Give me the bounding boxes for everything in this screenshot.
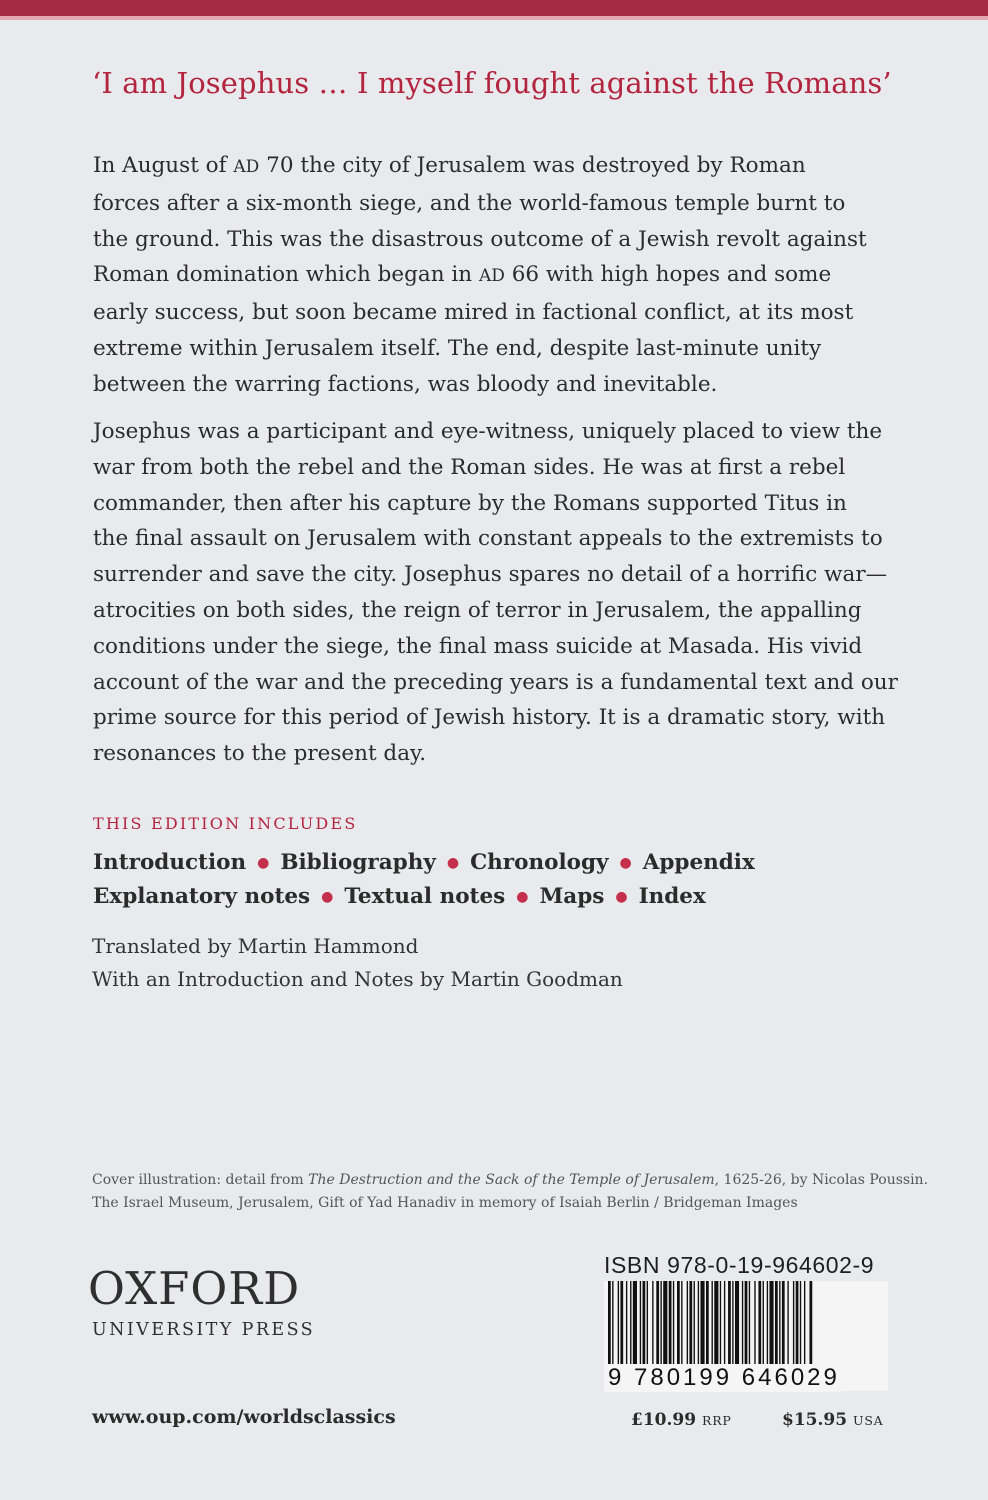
barcode-bar — [677, 1281, 680, 1365]
barcode-bar — [779, 1281, 780, 1365]
bullet-dot-icon: ● — [615, 889, 628, 905]
bullet-dot-icon: ● — [516, 889, 529, 905]
edition-item: Index — [638, 884, 706, 909]
price-usd-value: $15.95 — [782, 1410, 848, 1430]
cover-credit-prefix: Cover illustration: detail from — [92, 1172, 309, 1188]
barcode-bar — [663, 1281, 667, 1365]
paragraph-1-line: extreme within Jerusalem itself. The end, despite last-minute unity — [93, 335, 822, 361]
paragraph-2-line: commander, then after his capture by the Romans supported Titus in — [93, 490, 847, 516]
barcode-bar — [782, 1281, 785, 1365]
barcode-bar — [694, 1281, 695, 1365]
publisher-logo-oxford: OXFORD — [88, 1262, 301, 1315]
paragraph-2-line: atrocities on both sides, the reign of terror in Jerusalem, the appalling — [93, 597, 862, 623]
paragraph-2-line: conditions under the siege, the final mass suicide at Masada. His vivid — [93, 633, 863, 659]
headline-quote: ‘I am Josephus … I myself fought against the Romans’ — [92, 66, 892, 100]
small-caps-era: AD — [478, 266, 505, 287]
bullet-dot-icon: ● — [619, 855, 632, 871]
paragraph-2-line: Josephus was a participant and eye-witness, uniquely placed to view the — [93, 419, 883, 444]
paragraph-2-line: the final assault on Jerusalem with constant appeals to the extremists to — [93, 526, 883, 552]
barcode-bar — [796, 1281, 799, 1365]
barcode-bar — [724, 1281, 725, 1365]
barcode-bar — [775, 1281, 778, 1365]
edition-item: Textual notes — [344, 884, 506, 909]
edition-item: Appendix — [642, 850, 755, 875]
price-gbp — [631, 1410, 732, 1430]
paragraph-2-line: surrender and save the city. Josephus spares no detail of a horrific war— — [93, 562, 888, 588]
barcode-bar — [714, 1281, 718, 1365]
isbn-text: ISBN 978-0-19-964602-9 — [604, 1252, 875, 1278]
barcode-bar — [626, 1281, 627, 1365]
barcode-bar — [769, 1281, 773, 1365]
introduction-credit: With an Introduction and Notes by Martin Goodman — [92, 967, 623, 991]
paragraph-1-line: early success, but soon became mired in factional conflict, at its most — [93, 300, 854, 326]
barcode-bar — [660, 1281, 661, 1365]
top-color-band — [0, 0, 988, 20]
barcode-bar — [612, 1281, 613, 1365]
barcode-bar — [767, 1281, 768, 1365]
small-caps-era: AD — [233, 157, 260, 177]
edition-item: Explanatory notes — [93, 884, 311, 909]
barcode-bar — [681, 1281, 682, 1365]
barcode-bar — [687, 1281, 688, 1365]
description-paragraph-1 — [93, 148, 903, 403]
edition-includes-label: THIS EDITION INCLUDES — [93, 814, 358, 833]
edition-item: Chronology — [470, 850, 609, 875]
barcode-digits: 9 780199 646029 — [608, 1364, 840, 1391]
publisher-url: www.oup.com/worldsclassics — [92, 1406, 396, 1428]
barcode-bar — [732, 1281, 733, 1365]
barcode-bar — [745, 1281, 748, 1365]
barcode-bar — [673, 1281, 674, 1365]
cover-illustration-credit-line-2: The Israel Museum, Jerusalem, Gift of Yad Hanadiv in memory of Isaiah Berlin / Bridgeman Images — [92, 1195, 798, 1211]
bullet-dot-icon: ● — [321, 889, 334, 905]
paragraph-1-line: the ground. This was the disastrous outcome of a Jewish revolt against — [93, 226, 867, 252]
barcode-bar — [754, 1281, 755, 1365]
edition-item: Bibliography — [280, 850, 436, 875]
paragraph-2-line: resonances to the present day. — [93, 741, 427, 767]
barcode-bar — [640, 1281, 641, 1365]
bullet-dot-icon: ● — [446, 855, 460, 871]
barcode-bar — [793, 1281, 794, 1365]
edition-includes-row-1 — [93, 850, 755, 875]
paragraph-1-line: forces after a six-month siege, and the world-famous temple burnt to — [93, 190, 846, 216]
artwork-title: The Destruction and the Sack of the Temple of Jerusalem — [308, 1172, 715, 1188]
barcode-bar — [749, 1281, 750, 1365]
barcode-bar — [700, 1281, 704, 1365]
price-gbp-value: £10.99 — [631, 1410, 697, 1430]
price-usd — [782, 1410, 884, 1430]
barcode-bar — [800, 1281, 801, 1365]
paragraph-1-line: In August of AD 70 the city of Jerusalem was destroyed by Roman — [93, 153, 806, 178]
paragraph-1-line: between the warring factions, was bloody and inevitable. — [93, 371, 718, 397]
cover-illustration-credit — [92, 1172, 928, 1188]
barcode-bar — [763, 1281, 764, 1365]
barcode-bar — [643, 1281, 646, 1365]
barcode-bar — [698, 1281, 699, 1365]
barcode-bar — [669, 1281, 672, 1365]
barcode-bar — [728, 1281, 731, 1365]
price-usd-unit: USA — [852, 1413, 884, 1428]
barcode-bar — [689, 1281, 692, 1365]
bullet-dot-icon: ● — [257, 855, 270, 871]
edition-item: Maps — [539, 884, 605, 909]
translator-credit: Translated by Martin Hammond — [92, 934, 419, 958]
paragraph-1-line: Roman domination which began in AD 66 with high hopes and some — [93, 262, 832, 288]
barcode-bar — [647, 1281, 648, 1365]
publisher-logo-subtitle: UNIVERSITY PRESS — [92, 1320, 316, 1340]
description-paragraph-2 — [93, 414, 903, 772]
paragraph-2-line: war from both the rebel and the Roman sides. He was at first a rebel — [93, 454, 846, 480]
barcode-bar — [630, 1281, 631, 1365]
edition-includes-row-2 — [93, 884, 706, 909]
barcode-bar — [656, 1281, 659, 1365]
barcode-bar — [652, 1281, 653, 1365]
cover-credit-suffix: , 1625-26, by Nicolas Poussin. — [714, 1172, 929, 1188]
paragraph-2-line: prime source for this period of Jewish history. It is a dramatic story, with — [93, 705, 886, 731]
barcode-bar — [720, 1281, 721, 1365]
barcode-bar — [758, 1281, 761, 1365]
barcode-bar — [620, 1281, 623, 1365]
barcode-bar — [804, 1281, 805, 1365]
barcode-bar — [633, 1281, 637, 1365]
price-gbp-unit: RRP — [701, 1413, 732, 1428]
barcode-bar — [787, 1281, 788, 1365]
paragraph-2-line: account of the war and the preceding years is a fundamental text and our — [93, 669, 898, 695]
barcode-bar — [742, 1281, 743, 1365]
edition-item: Introduction — [93, 850, 247, 875]
barcode-bar — [735, 1281, 739, 1365]
barcode-bar — [618, 1281, 619, 1365]
